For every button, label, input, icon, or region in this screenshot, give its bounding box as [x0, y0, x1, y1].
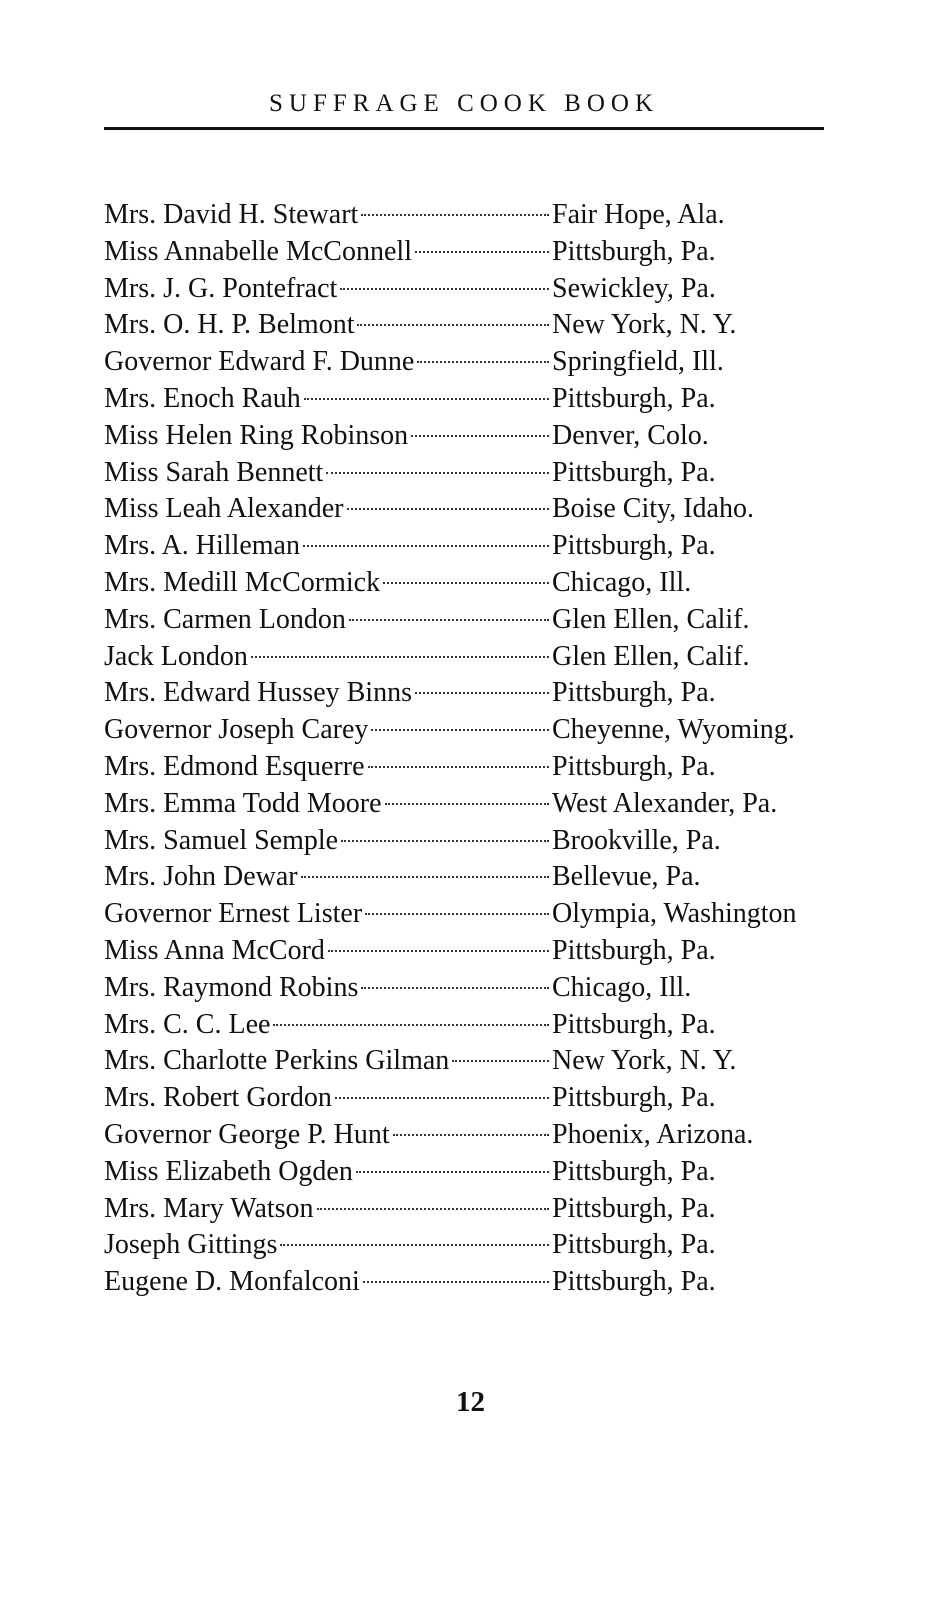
- contributor-place: Denver, Colo.: [552, 419, 709, 451]
- list-item: [104, 199, 834, 236]
- contributor-place: Pittsburgh, Pa.: [552, 934, 716, 966]
- list-item: [104, 1156, 834, 1193]
- contributor-name: Governor George P. Hunt: [104, 1118, 390, 1150]
- dot-leader: [340, 288, 549, 290]
- dot-leader: [326, 472, 549, 474]
- contributor-place: New York, N. Y.: [552, 1045, 737, 1077]
- contributor-name: Mrs. Mary Watson: [104, 1192, 314, 1224]
- contributor-name: Jack London: [104, 640, 248, 672]
- contributor-name: Mrs. C. C. Lee: [104, 1008, 271, 1040]
- contributor-name: Mrs. J. G. Pontefract: [104, 272, 338, 304]
- contributor-name: Mrs. Enoch Rauh: [104, 382, 301, 414]
- list-item: [104, 788, 834, 825]
- dot-leader: [347, 508, 550, 510]
- dot-leader: [361, 987, 549, 989]
- dot-leader: [349, 619, 549, 621]
- contributor-name: Governor Ernest Lister: [104, 898, 363, 930]
- contributor-place: Pittsburgh, Pa.: [552, 1229, 716, 1261]
- contributor-name: Mrs. O. H. P. Belmont: [104, 309, 355, 341]
- contributor-name: Mrs. Robert Gordon: [104, 1082, 332, 1114]
- contributor-place: Pittsburgh, Pa.: [552, 750, 716, 782]
- contributor-place: Pittsburgh, Pa.: [552, 235, 716, 267]
- contributor-name: Mrs. Raymond Robins: [104, 971, 359, 1003]
- dot-leader: [341, 840, 549, 842]
- contributor-name: Miss Anna McCord: [104, 934, 325, 966]
- list-item: [104, 935, 834, 972]
- contributor-name: Mrs. Emma Todd Moore: [104, 787, 382, 819]
- list-item: [104, 641, 834, 678]
- list-item: [104, 273, 834, 310]
- dot-leader: [383, 582, 549, 584]
- contributor-name: Mrs. Medill McCormick: [104, 566, 381, 598]
- page-number: 12: [456, 1386, 485, 1418]
- dot-leader: [251, 656, 549, 658]
- contributor-place: Springfield, Ill.: [552, 346, 724, 378]
- list-item: [104, 346, 834, 383]
- contributor-place: Pittsburgh, Pa.: [552, 1008, 716, 1040]
- contributor-name: Miss Annabelle McConnell: [104, 235, 412, 267]
- contributor-name: Miss Sarah Bennett: [104, 456, 324, 488]
- list-item: [104, 898, 834, 935]
- dot-leader: [328, 950, 549, 952]
- list-item: [104, 236, 834, 273]
- contributor-place: Bellevue, Pa.: [552, 861, 701, 893]
- contributor-name: Eugene D. Monfalconi: [104, 1266, 360, 1298]
- contributor-place: Cheyenne, Wyoming.: [552, 714, 795, 746]
- dot-leader: [368, 766, 549, 768]
- contributor-place: Pittsburgh, Pa.: [552, 1266, 716, 1298]
- dot-leader: [273, 1024, 549, 1026]
- dot-leader: [301, 876, 549, 878]
- contributor-place: Pittsburgh, Pa.: [552, 1155, 716, 1187]
- dot-leader: [411, 435, 549, 437]
- contributor-place: Pittsburgh, Pa.: [552, 1192, 716, 1224]
- contributor-place: Chicago, Ill.: [552, 566, 692, 598]
- contributor-name: Mrs. Edmond Esquerre: [104, 750, 365, 782]
- contributor-place: Glen Ellen, Calif.: [552, 640, 750, 672]
- dot-leader: [385, 803, 550, 805]
- list-item: [104, 1266, 834, 1303]
- list-item: [104, 1193, 834, 1230]
- contributor-name: Miss Leah Alexander: [104, 493, 344, 525]
- dot-leader: [317, 1208, 549, 1210]
- list-item: [104, 493, 834, 530]
- list-item: [104, 457, 834, 494]
- dot-leader: [415, 251, 549, 253]
- contributor-place: West Alexander, Pa.: [552, 787, 778, 819]
- contributor-place: Sewickley, Pa.: [552, 272, 716, 304]
- dot-leader: [304, 398, 549, 400]
- list-item: [104, 1119, 834, 1156]
- contributor-name: Miss Helen Ring Robinson: [104, 419, 409, 451]
- dot-leader: [363, 1281, 549, 1283]
- list-item: [104, 751, 834, 788]
- dot-leader: [303, 545, 549, 547]
- contributor-place: Pittsburgh, Pa.: [552, 1082, 716, 1114]
- contributor-name: Joseph Gittings: [104, 1229, 278, 1261]
- contributor-place: Glen Ellen, Calif.: [552, 603, 750, 635]
- contributor-place: Pittsburgh, Pa.: [552, 456, 716, 488]
- contributor-name: Mrs. John Dewar: [104, 861, 298, 893]
- list-item: [104, 1045, 834, 1082]
- dot-leader: [280, 1244, 549, 1246]
- list-item: [104, 530, 834, 567]
- contributor-name: Governor Edward F. Dunne: [104, 346, 415, 378]
- contributor-place: Pittsburgh, Pa.: [552, 530, 716, 562]
- list-item: [104, 604, 834, 641]
- dot-leader: [371, 729, 549, 731]
- contributor-place: Olympia, Washington: [552, 898, 797, 930]
- list-item: [104, 1009, 834, 1046]
- list-item: [104, 1082, 834, 1119]
- dot-leader: [361, 214, 549, 216]
- dot-leader: [415, 692, 549, 694]
- dot-leader: [365, 913, 549, 915]
- contributor-name: Mrs. Carmen London: [104, 603, 346, 635]
- contributor-name: Miss Elizabeth Ogden: [104, 1155, 353, 1187]
- contributor-place: Pittsburgh, Pa.: [552, 677, 716, 709]
- list-item: [104, 972, 834, 1009]
- contributor-name: Mrs. A. Hilleman: [104, 530, 300, 562]
- dot-leader: [452, 1060, 549, 1062]
- contributor-place: Pittsburgh, Pa.: [552, 382, 716, 414]
- dot-leader: [393, 1134, 549, 1136]
- contributor-place: Fair Hope, Ala.: [552, 199, 725, 230]
- contributor-name: Mrs. Samuel Semple: [104, 824, 339, 856]
- contributor-place: Boise City, Idaho.: [552, 493, 754, 525]
- list-item: [104, 1229, 834, 1266]
- contributor-name: Mrs. Charlotte Perkins Gilman: [104, 1045, 450, 1077]
- list-item: [104, 309, 834, 346]
- contributor-list: [104, 199, 834, 1303]
- list-item: [104, 714, 834, 751]
- contributor-name: Mrs. David H. Stewart: [104, 199, 359, 230]
- header-rule: [104, 127, 824, 130]
- contributor-name: Governor Joseph Carey: [104, 714, 369, 746]
- contributor-name: Mrs. Edward Hussey Binns: [104, 677, 412, 709]
- dot-leader: [356, 1171, 549, 1173]
- list-item: [104, 420, 834, 457]
- contributor-place: New York, N. Y.: [552, 309, 737, 341]
- list-item: [104, 383, 834, 420]
- running-head-title: SUFFRAGE COOK BOOK: [269, 90, 659, 117]
- list-item: [104, 567, 834, 604]
- list-item: [104, 825, 834, 862]
- list-item: [104, 677, 834, 714]
- contributor-place: Brookville, Pa.: [552, 824, 721, 856]
- contributor-place: Phoenix, Arizona.: [552, 1118, 754, 1150]
- contributor-place: Chicago, Ill.: [552, 971, 692, 1003]
- list-item: [104, 861, 834, 898]
- dot-leader: [335, 1097, 549, 1099]
- dot-leader: [357, 324, 549, 326]
- dot-leader: [417, 361, 549, 363]
